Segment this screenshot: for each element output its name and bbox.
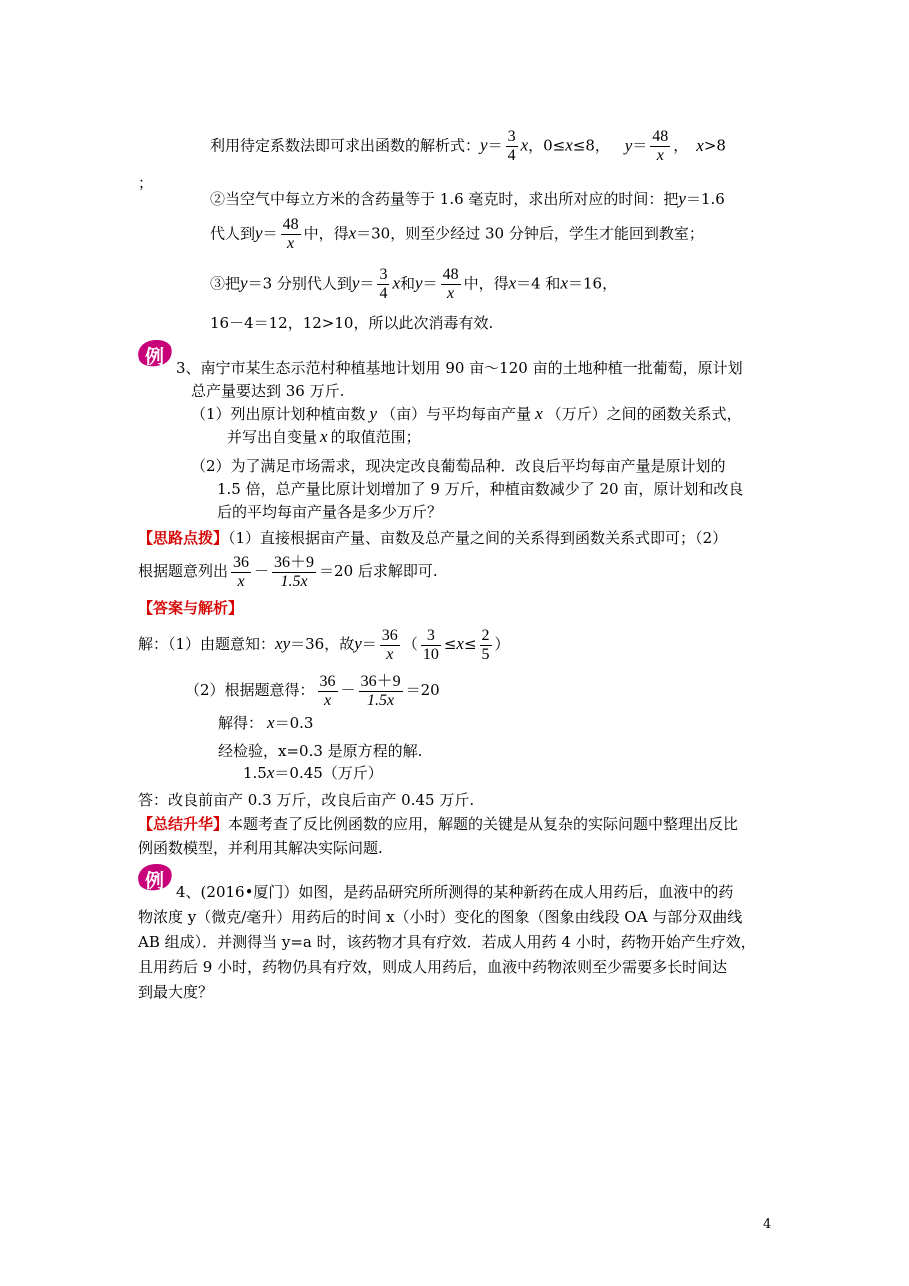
hint-text: ＝20 后求解即可. bbox=[319, 562, 438, 580]
solution-line-5 bbox=[210, 312, 493, 334]
range-text: ≤8， bbox=[572, 136, 610, 155]
example-text: AB 组成）．并测得当 y=a 时，该药物才具有疗效．若成人用药 4 小时，药物开始产生疗效， bbox=[138, 933, 756, 951]
var-y: y bbox=[369, 404, 378, 423]
solution-text: ③把 bbox=[210, 274, 241, 293]
fraction-48-x: $\frac{48}{x}$ bbox=[652, 128, 669, 164]
answer-text: 解得： bbox=[218, 714, 264, 732]
page-number: 4 bbox=[763, 1217, 772, 1232]
hint-line-2 bbox=[138, 551, 438, 591]
example-text: 物浓度 y（微克/毫升）用药后的时间 x（小时）变化的图象（图象由线段 OA 与部分双曲线 bbox=[138, 908, 743, 926]
hint-text: （1）直接根据亩产量、亩数及总产量之间的关系得到函数关系式即可；（2） bbox=[228, 529, 728, 547]
fraction-45-over-1-5x: $\frac{36+9}{1.5x}$ bbox=[274, 553, 315, 590]
equals-sign: ＝ bbox=[262, 224, 278, 243]
answer-text: ＝0.45（万斤） bbox=[274, 764, 383, 782]
example-text: 4、(2016•厦门）如图，是药品研究所所测得的某种新药在成人用药后，血液中的药 bbox=[176, 883, 734, 901]
equals-sign: ＝ bbox=[487, 136, 503, 155]
solution-line-2 bbox=[210, 188, 725, 210]
question-text: （万斤）之间的函数关系式， bbox=[546, 405, 742, 423]
fraction-45-over-1-5x: $\frac{36+9}{1.5x}$ bbox=[360, 672, 401, 709]
range-text: ，0≤ bbox=[528, 136, 566, 155]
var-y: y bbox=[678, 189, 686, 208]
range-text: >8 bbox=[703, 136, 726, 155]
summary-line-1 bbox=[138, 813, 738, 835]
hint-text: 根据题意列出 bbox=[138, 562, 229, 580]
var-y: y bbox=[240, 273, 248, 293]
var-x: x bbox=[508, 273, 517, 293]
var-y: y bbox=[480, 135, 488, 155]
solution-line-4 bbox=[210, 266, 617, 303]
paren: （ bbox=[402, 635, 418, 653]
badge-label: 例 bbox=[145, 346, 165, 368]
semicolon-line bbox=[138, 172, 153, 194]
example-text: 且用药后 9 小时，药物仍具有疗效，则成人用药后，血液中药物浓则至少需要多长时间达 bbox=[138, 958, 728, 976]
question-text: （亩）与平均每亩产量 bbox=[381, 405, 532, 423]
fraction-3-4: $\frac{3}{4}$ bbox=[379, 266, 388, 302]
solution-text: 和 bbox=[399, 274, 415, 293]
solution-text: ＝30，则至少经过 30 分钟后，学生才能回到教室； bbox=[356, 224, 704, 243]
var-x: x bbox=[696, 135, 704, 155]
fraction-3-10: $\frac{3}{10}$ bbox=[422, 626, 439, 663]
solution-line-3 bbox=[210, 216, 704, 253]
example-badge bbox=[138, 340, 174, 368]
question-text: 后的平均每亩产量各是多少万斤？ bbox=[217, 503, 443, 521]
minus-sign: － bbox=[340, 681, 356, 699]
example3-line-2 bbox=[191, 380, 344, 402]
example4-line-5 bbox=[138, 981, 213, 1003]
solution-text: 中，得 bbox=[303, 224, 349, 243]
hint-line-1 bbox=[138, 527, 727, 549]
answer-text: ＝36，故 bbox=[290, 635, 355, 653]
answer-step-3 bbox=[218, 712, 313, 734]
var-x: x bbox=[520, 135, 529, 155]
example3-question-2c bbox=[217, 501, 442, 523]
fraction-36-x: $\frac{36}{x}$ bbox=[381, 626, 398, 663]
answer-step-1 bbox=[138, 624, 510, 664]
example4-line-4 bbox=[138, 956, 727, 978]
semicolon: ； bbox=[138, 174, 154, 192]
solution-text: ＝4 和 bbox=[516, 274, 561, 293]
example-text: 到最大度？ bbox=[138, 983, 214, 1001]
var-x: x bbox=[535, 404, 543, 423]
answer-text: 答：改良前亩产 0.3 万斤，改良后亩产 0.45 万斤. bbox=[138, 791, 475, 809]
answer-text: 解：（1）由题意知： bbox=[138, 635, 276, 653]
answer-text: 经检验，x=0.3 是原方程的解. bbox=[218, 742, 423, 760]
equals-sign: ＝ bbox=[632, 136, 648, 155]
fraction-2-5: $\frac{2}{5}$ bbox=[481, 626, 490, 663]
hint-label: 【思路点拨】 bbox=[138, 529, 229, 547]
example-text: 总产量要达到 36 万斤. bbox=[191, 382, 345, 400]
var-y: y bbox=[351, 273, 360, 293]
var-x: x bbox=[565, 135, 573, 155]
paren: ） bbox=[494, 635, 510, 653]
var-x: x bbox=[560, 273, 568, 293]
answer-text: （2）根据题意得： bbox=[185, 681, 315, 699]
example-text: 3、南宁市某生态示范村种植基地计划用 90 亩～120 亩的土地种植一批葡萄，原计划 bbox=[176, 359, 743, 377]
var-y: y bbox=[255, 223, 263, 243]
le-sign: ≤ bbox=[463, 635, 477, 653]
summary-label: 【总结升华】 bbox=[138, 815, 229, 833]
var-x: x bbox=[267, 713, 275, 732]
var-xy: xy bbox=[275, 634, 291, 653]
fraction-48-x: $\frac{48}{x}$ bbox=[282, 216, 299, 252]
badge-label: 例 bbox=[145, 870, 165, 892]
equals-sign: ＝ bbox=[361, 635, 377, 653]
answer-text: 1.5 bbox=[243, 764, 267, 782]
example3-question-1b bbox=[227, 426, 421, 448]
example3-line-1 bbox=[176, 357, 743, 379]
answer-step-4 bbox=[218, 740, 422, 762]
solution-text: ②当空气中每立方米的含药量等于 1.6 毫克时，求出所对应的时间：把 bbox=[210, 190, 679, 208]
question-text: （1）列出原计划种植亩数 bbox=[191, 405, 366, 423]
fraction-36-x: $\frac{36}{x}$ bbox=[233, 553, 250, 590]
var-x: x bbox=[392, 273, 400, 293]
question-text: 的取值范围； bbox=[330, 428, 421, 446]
var-x: x bbox=[456, 634, 464, 653]
var-x: x bbox=[266, 763, 275, 782]
summary-text: 本题考查了反比例函数的应用，解题的关键是从复杂的实际问题中整理出反比 bbox=[228, 815, 739, 833]
minus-sign: － bbox=[254, 562, 270, 580]
answer-text: ＝20 bbox=[405, 681, 440, 699]
summary-line-2 bbox=[138, 837, 383, 859]
equals-sign: ＝ bbox=[359, 274, 375, 293]
solution-text: 代人到 bbox=[210, 224, 256, 243]
example-badge bbox=[138, 864, 174, 892]
question-text: 1.5 倍，总产量比原计划增加了 9 万斤，种植亩数减少了 20 亩，原计划和改良 bbox=[217, 480, 744, 498]
answer-step-5 bbox=[243, 762, 383, 784]
example4-line-2 bbox=[138, 906, 742, 928]
solution-text: ＝3 分别代人到 bbox=[247, 274, 352, 293]
solution-text: 16－4＝12，12>10，所以此次消毒有效. bbox=[210, 314, 494, 332]
example3-question-2 bbox=[191, 455, 726, 477]
example3-question-1 bbox=[191, 403, 742, 425]
solution-text: ＝16， bbox=[567, 274, 618, 293]
example4-line-3 bbox=[138, 931, 756, 953]
var-x: x bbox=[348, 223, 357, 243]
fraction-3-4: $\frac{3}{4}$ bbox=[507, 128, 516, 164]
answer-label-line bbox=[138, 597, 243, 619]
range-text: ， bbox=[673, 136, 689, 155]
question-text: 并写出自变量 bbox=[227, 428, 318, 446]
solution-text: 利用待定系数法即可求出函数的解析式： bbox=[210, 136, 481, 155]
equals-sign: ＝ bbox=[422, 274, 438, 293]
fraction-36-x: $\frac{36}{x}$ bbox=[319, 672, 336, 709]
answer-label: 【答案与解析】 bbox=[138, 599, 244, 617]
fraction-48-x: $\frac{48}{x}$ bbox=[442, 266, 459, 302]
solution-line-1 bbox=[210, 128, 726, 165]
var-y: y bbox=[354, 634, 362, 653]
answer-final bbox=[138, 789, 474, 811]
question-text: （2）为了满足市场需求，现决定改良葡萄品种．改良后平均每亩产量是原计划的 bbox=[191, 457, 726, 475]
answer-text: ＝0.3 bbox=[274, 714, 314, 732]
solution-text: ＝1.6 bbox=[685, 190, 725, 208]
le-sign: ≤ bbox=[443, 635, 457, 653]
var-x: x bbox=[320, 427, 328, 446]
summary-text: 例函数模型，并利用其解决实际问题. bbox=[138, 839, 383, 857]
var-y: y bbox=[624, 135, 633, 155]
example3-question-2b bbox=[217, 478, 743, 500]
example4-line-1 bbox=[176, 881, 733, 903]
var-y: y bbox=[415, 273, 423, 293]
solution-text: 中，得 bbox=[463, 274, 509, 293]
answer-step-2 bbox=[185, 670, 440, 710]
